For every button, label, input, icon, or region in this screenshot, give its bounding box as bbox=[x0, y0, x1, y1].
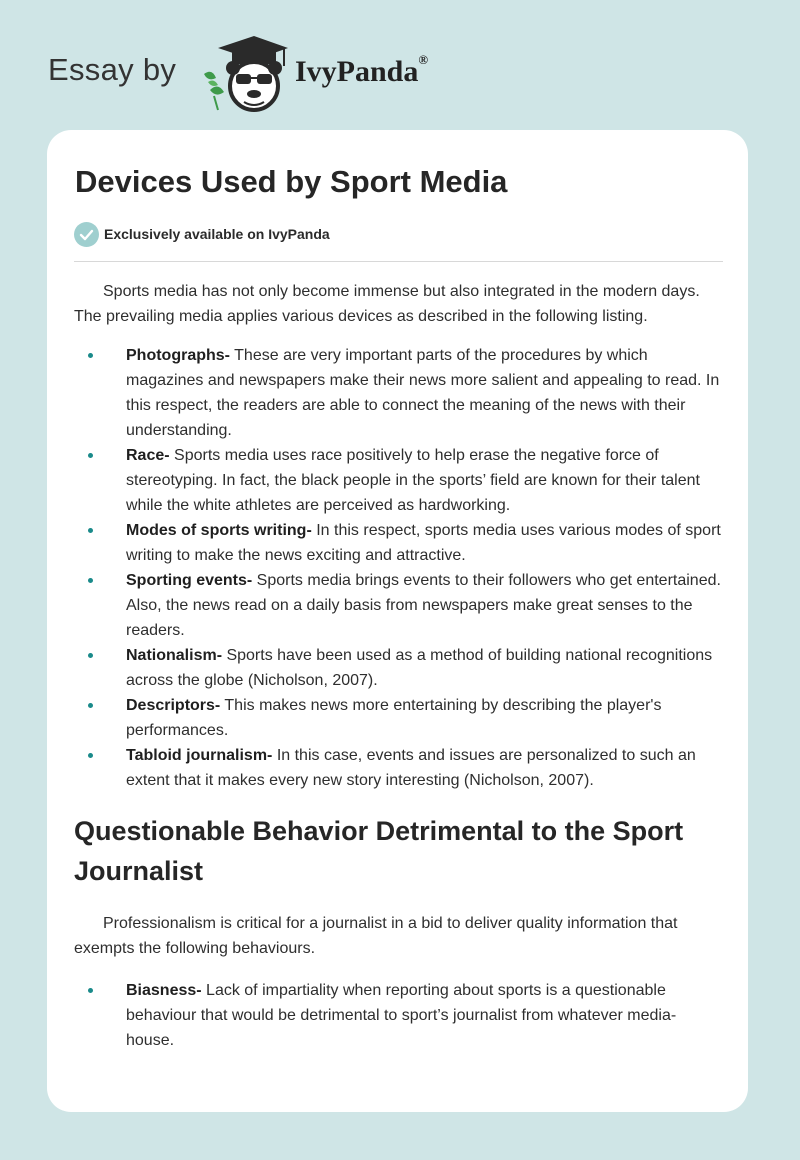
list-item-text: In this case, events and issues are personalized to such an extent that it makes every new story interesting (Nicholson, 2007). bbox=[126, 747, 696, 789]
page-title: Devices Used by Sport Media bbox=[75, 164, 508, 199]
list-item-term: Race- bbox=[126, 447, 170, 464]
list-item-term: Biasness- bbox=[126, 982, 202, 999]
devices-list bbox=[74, 343, 724, 793]
list-item bbox=[74, 978, 724, 1053]
list-item-text: Sports have been used as a method of building national recognitions across the globe (Nicholson, 2007). bbox=[126, 647, 713, 689]
list-item-term: Descriptors- bbox=[126, 697, 221, 714]
list-item-text: Lack of impartiality when reporting about sports is a questionable behaviour that would be detrimental to sport’s journalist from whatever media-house. bbox=[126, 982, 677, 1049]
intro-paragraph: Sports media has not only become immense but also integrated in the modern days. The prevailing media applies various devices as described in the following listing. bbox=[74, 283, 700, 325]
list-item bbox=[74, 643, 724, 693]
brand-name[interactable]: IvyPanda® bbox=[295, 52, 429, 88]
list-item bbox=[74, 693, 724, 743]
exclusive-badge bbox=[74, 221, 330, 247]
list-item-text: Sports media brings events to their followers who get entertained. Also, the news read on a daily basis from newspapers make great senses to the readers. bbox=[126, 572, 721, 639]
list-item bbox=[74, 518, 724, 568]
section-paragraph: Professionalism is critical for a journalist in a bid to deliver quality information that exempts the following behaviours. bbox=[74, 915, 678, 957]
list-item-term: Nationalism- bbox=[126, 647, 223, 664]
site-header bbox=[48, 34, 548, 114]
essay-card bbox=[47, 130, 748, 1112]
registered-mark: ® bbox=[418, 52, 429, 67]
list-item bbox=[74, 443, 724, 518]
list-item-term: Tabloid journalism- bbox=[126, 747, 273, 764]
list-item-text: In this respect, sports media uses various modes of sport writing to make the news exciting and attractive. bbox=[126, 522, 721, 564]
badge-label: Exclusively available on IvyPanda bbox=[104, 226, 330, 242]
behaviours-list bbox=[74, 978, 724, 1053]
list-item bbox=[74, 743, 724, 793]
section-heading: Questionable Behavior Detrimental to the Sport Journalist bbox=[74, 816, 684, 886]
divider bbox=[74, 261, 723, 262]
list-item-term: Modes of sports writing- bbox=[126, 522, 312, 539]
list-item-term: Photographs- bbox=[126, 347, 230, 364]
list-item bbox=[74, 568, 724, 643]
check-circle-icon bbox=[74, 222, 99, 247]
list-item-term: Sporting events- bbox=[126, 572, 253, 589]
essay-by-label: Essay by bbox=[48, 52, 177, 87]
list-item-text: These are very important parts of the procedures by which magazines and newspapers make their news more salient and appealing to read. In this respect, the readers are able to connect the meaning of the news with their understanding. bbox=[126, 347, 720, 439]
list-item-text: This makes news more entertaining by describing the player's performances. bbox=[126, 697, 662, 739]
list-item-text: Sports media uses race positively to help erase the negative force of stereotyping. In fact, the black people in the sports’ field are known for their talent while the white athletes are perceived as hardworking. bbox=[126, 447, 700, 514]
list-item bbox=[74, 343, 724, 443]
ivypanda-logo-icon[interactable] bbox=[200, 34, 290, 114]
